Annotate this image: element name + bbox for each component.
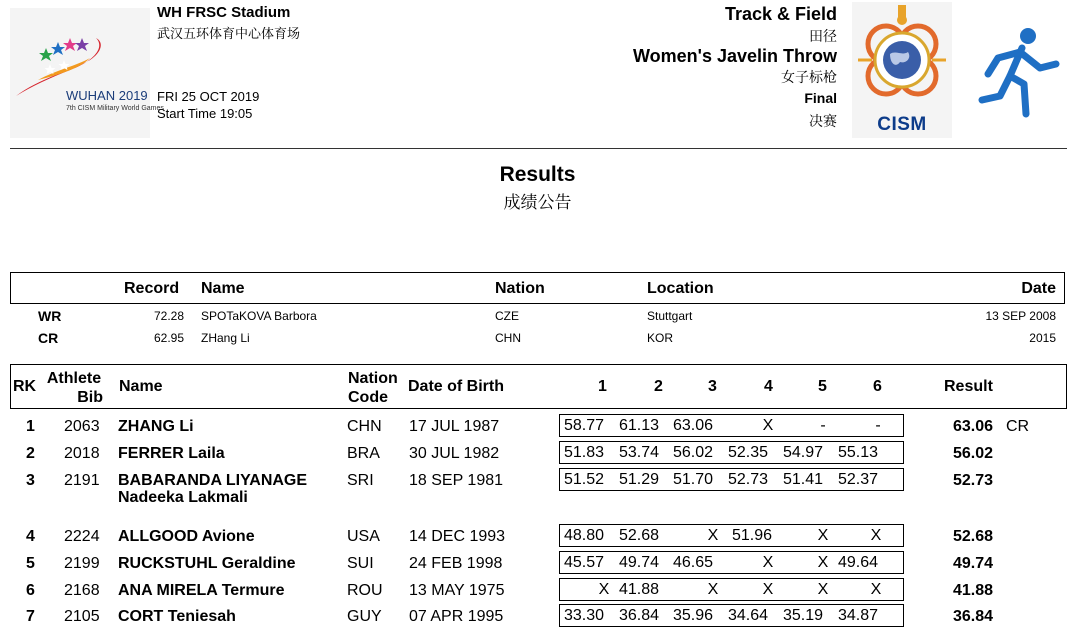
nation-code: BRA <box>347 445 380 462</box>
col-rank: RK <box>13 378 37 395</box>
result: 52.68 <box>953 528 994 545</box>
athlete-name: CORT Teniesah <box>118 608 236 625</box>
result: 56.02 <box>953 445 994 462</box>
attempt-6: 34.87 <box>837 607 879 624</box>
date-of-birth: 07 APR 1995 <box>409 608 504 625</box>
record-nation: CZE <box>495 309 519 323</box>
attempt-2: 36.84 <box>618 607 660 624</box>
athlete-name: RUCKSTUHL Geraldine <box>118 555 296 572</box>
record-type: WR <box>38 308 62 324</box>
athlete-name: ANA MIRELA Termure <box>118 582 285 599</box>
attempt-4: X <box>762 581 774 598</box>
attempt-5: X <box>817 527 829 544</box>
attempt-1: 51.52 <box>563 471 605 488</box>
record-row-wr <box>0 309 1080 327</box>
attempt-5: X <box>817 554 829 571</box>
attempt-1: 58.77 <box>563 417 605 434</box>
rank: 7 <box>26 608 35 625</box>
records-header <box>10 272 1065 304</box>
attempt-3: X <box>707 527 719 544</box>
event-date: FRI 25 OCT 2019 <box>157 89 260 104</box>
attempt-2: 53.74 <box>618 444 660 461</box>
attempt-1: X <box>598 581 610 598</box>
col-attempt-5: 5 <box>818 378 827 395</box>
event-title: Women's Javelin Throw <box>633 46 837 66</box>
col-nation-2: Code <box>348 389 388 406</box>
cism-emblem-icon <box>852 2 952 114</box>
bib: 2018 <box>64 445 100 462</box>
record-value: 72.28 <box>153 309 184 323</box>
attempts-box <box>559 578 904 601</box>
attempts-box <box>559 441 904 464</box>
rank: 1 <box>26 418 35 435</box>
attempts-box <box>559 414 904 437</box>
attempt-5: X <box>817 581 829 598</box>
nation-code: SRI <box>347 472 374 489</box>
nation-code: GUY <box>347 608 382 625</box>
result: 41.88 <box>953 582 994 599</box>
records-col-record: Record <box>124 280 180 297</box>
venue-name: WH FRSC Stadium <box>157 4 291 21</box>
attempts-box <box>559 604 904 627</box>
attempt-6: 49.64 <box>837 554 879 571</box>
page-title-cn: 成绩公告 <box>503 193 572 212</box>
start-time: Start Time 19:05 <box>157 106 253 121</box>
col-attempt-2: 2 <box>654 378 663 395</box>
attempt-5: 35.19 <box>782 607 824 624</box>
col-name: Name <box>119 378 163 395</box>
attempt-6: X <box>870 581 882 598</box>
nation-code: ROU <box>347 582 383 599</box>
date-of-birth: 13 MAY 1975 <box>409 582 505 599</box>
records-col-date: Date <box>1021 280 1056 297</box>
nation-code: CHN <box>347 418 382 435</box>
results-header <box>10 364 1067 409</box>
attempt-4: 52.73 <box>727 471 769 488</box>
result: 52.73 <box>953 472 994 489</box>
games-emblem-icon <box>10 8 150 138</box>
attempt-3: 35.96 <box>672 607 714 624</box>
sport-title: Track & Field <box>724 4 837 24</box>
attempt-5: 51.41 <box>782 471 824 488</box>
bib: 2191 <box>64 472 100 489</box>
attempt-3: 51.70 <box>672 471 714 488</box>
athlete-name-line-2: Nadeeka Lakmali <box>118 489 248 506</box>
attempt-1: 51.83 <box>563 444 605 461</box>
attempt-3: 63.06 <box>672 417 714 434</box>
bib: 2168 <box>64 582 100 599</box>
bib: 2063 <box>64 418 100 435</box>
attempt-5: 54.97 <box>782 444 824 461</box>
col-result: Result <box>944 378 993 395</box>
col-dob: Date of Birth <box>408 378 504 395</box>
nation-code: USA <box>347 528 380 545</box>
attempt-1: 48.80 <box>563 527 605 544</box>
attempt-2: 49.74 <box>618 554 660 571</box>
rank: 5 <box>26 555 35 572</box>
record-location: Stuttgart <box>647 309 693 323</box>
bib: 2105 <box>64 608 100 625</box>
record-date: 13 SEP 2008 <box>985 309 1056 323</box>
date-of-birth: 30 JUL 1982 <box>409 445 500 462</box>
attempt-4: X <box>762 554 774 571</box>
result: 36.84 <box>953 608 994 625</box>
date-of-birth: 24 FEB 1998 <box>409 555 503 572</box>
date-of-birth: 14 DEC 1993 <box>409 528 506 545</box>
col-attempt-1: 1 <box>598 378 607 395</box>
attempt-4: X <box>762 417 774 434</box>
col-nation-1: Nation <box>348 370 398 387</box>
record-note: CR <box>1006 418 1030 435</box>
record-holder: SPOTaKOVA Barbora <box>201 309 317 323</box>
attempt-3: X <box>707 581 719 598</box>
rank: 2 <box>26 445 35 462</box>
date-of-birth: 18 SEP 1981 <box>409 472 504 489</box>
record-holder: ZHang Li <box>201 331 250 345</box>
records-col-location: Location <box>647 280 714 297</box>
event-title-cn: 女子标枪 <box>781 69 837 85</box>
result: 49.74 <box>953 555 994 572</box>
record-date: 2015 <box>1029 331 1056 345</box>
records-col-name: Name <box>201 280 245 297</box>
attempt-2: 61.13 <box>618 417 660 434</box>
athlete-name: ZHANG Li <box>118 418 194 435</box>
attempt-2: 51.29 <box>618 471 660 488</box>
attempt-4: 52.35 <box>727 444 769 461</box>
rank: 6 <box>26 582 35 599</box>
athlete-name <box>118 472 307 506</box>
attempts-box <box>559 468 904 491</box>
header-divider <box>10 148 1067 149</box>
col-attempt-3: 3 <box>708 378 717 395</box>
record-type: CR <box>38 330 59 346</box>
logo-year: 2019 <box>118 88 148 103</box>
athlete-name: ALLGOOD Avione <box>118 528 255 545</box>
col-bib-2: Bib <box>77 389 103 406</box>
attempts-box <box>559 524 904 547</box>
logo-title: WUHAN <box>66 88 116 103</box>
bib: 2224 <box>64 528 100 545</box>
records-col-nation: Nation <box>495 280 545 297</box>
attempt-4: 34.64 <box>727 607 769 624</box>
attempt-1: 45.57 <box>563 554 605 571</box>
athletics-pictogram-icon <box>966 22 1066 122</box>
phase-title: Final <box>804 90 837 106</box>
attempt-1: 33.30 <box>563 607 605 624</box>
record-location: KOR <box>647 331 674 345</box>
attempts-box <box>559 551 904 574</box>
record-row-cr <box>0 331 1080 349</box>
rank: 3 <box>26 472 35 489</box>
cism-label: CISM <box>877 114 927 135</box>
col-attempt-4: 4 <box>764 378 773 395</box>
attempt-2: 52.68 <box>618 527 660 544</box>
attempt-4: 51.96 <box>731 527 773 544</box>
col-bib-1: Athlete <box>46 370 102 387</box>
result: 63.06 <box>953 418 994 435</box>
page-title: Results <box>499 163 576 186</box>
record-value: 62.95 <box>153 331 184 345</box>
rank: 4 <box>26 528 35 545</box>
record-nation: CHN <box>495 331 521 345</box>
date-of-birth: 17 JUL 1987 <box>409 418 500 435</box>
attempt-6: 55.13 <box>837 444 879 461</box>
attempt-3: 56.02 <box>672 444 714 461</box>
attempt-2: 41.88 <box>618 581 660 598</box>
athlete-name: FERRER Laila <box>118 445 225 462</box>
attempt-6: 52.37 <box>837 471 879 488</box>
cism-logo <box>852 2 952 138</box>
bib: 2199 <box>64 555 100 572</box>
attempt-6: - <box>875 417 881 434</box>
venue-name-cn: 武汉五环体育中心体育场 <box>157 26 301 41</box>
attempt-6: X <box>870 527 882 544</box>
attempt-5: - <box>820 417 826 434</box>
athlete-name-line-1: BABARANDA LIYANAGE <box>118 472 308 489</box>
attempt-3: 46.65 <box>672 554 714 571</box>
col-attempt-6: 6 <box>873 378 882 395</box>
nation-code: SUI <box>347 555 374 572</box>
logo-subtitle: 7th CISM Military World Games <box>66 105 164 112</box>
phase-title-cn: 决赛 <box>809 113 837 129</box>
wuhan-2019-logo <box>10 8 164 138</box>
sport-title-cn: 田径 <box>809 28 837 44</box>
